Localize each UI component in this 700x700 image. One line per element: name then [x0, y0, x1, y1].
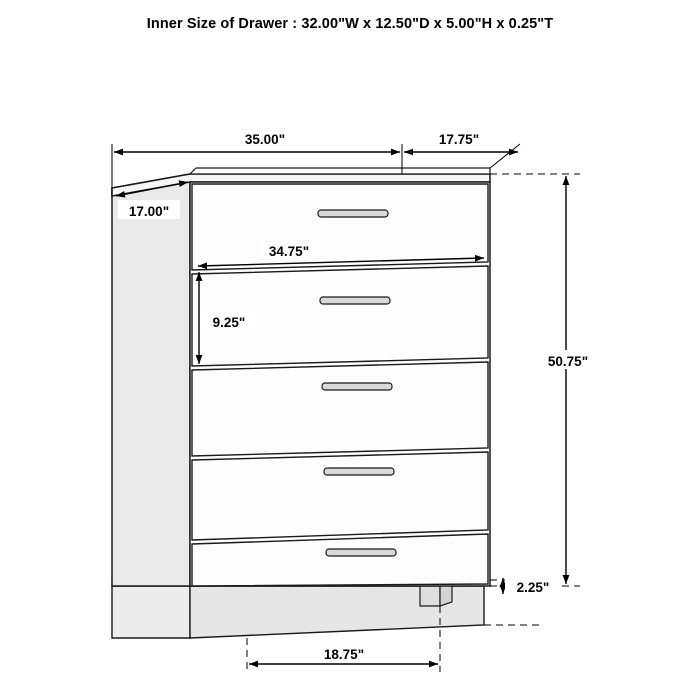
label-leg-height: 2.25" [516, 580, 550, 595]
drawer-handle-3[interactable] [322, 383, 392, 390]
dimension-side-depth-top [404, 128, 518, 152]
label-drawer-inner-width: 34.75" [268, 244, 310, 259]
label-front-width: 35.00" [244, 132, 286, 147]
chest-body [112, 168, 490, 638]
drawer-4[interactable] [192, 452, 488, 540]
label-total-height: 50.75" [547, 354, 589, 369]
dimension-front-width [114, 128, 400, 152]
drawer-1[interactable] [192, 184, 488, 270]
drawer-handle-2[interactable] [320, 297, 390, 304]
drawer-handle-5[interactable] [326, 549, 396, 556]
chest-side-panel [112, 174, 190, 586]
chest-top-plane [190, 168, 490, 174]
label-depth: 17.00" [128, 204, 170, 219]
dimension-leg-height [503, 576, 561, 595]
label-drawer-inner-height: 9.25" [212, 315, 246, 330]
label-side-depth-top: 17.75" [438, 132, 480, 147]
dimension-total-height [537, 176, 599, 584]
drawer-5[interactable] [192, 534, 488, 586]
drawer-3[interactable] [192, 362, 488, 456]
page-title: Inner Size of Drawer : 32.00"W x 12.50"D x 5.00"H x 0.25"T [146, 16, 554, 32]
drawer-handle-1[interactable] [318, 210, 388, 217]
drawer-handle-4[interactable] [324, 468, 394, 475]
dimension-foot-span [249, 643, 438, 664]
label-foot-span: 18.75" [323, 647, 365, 662]
